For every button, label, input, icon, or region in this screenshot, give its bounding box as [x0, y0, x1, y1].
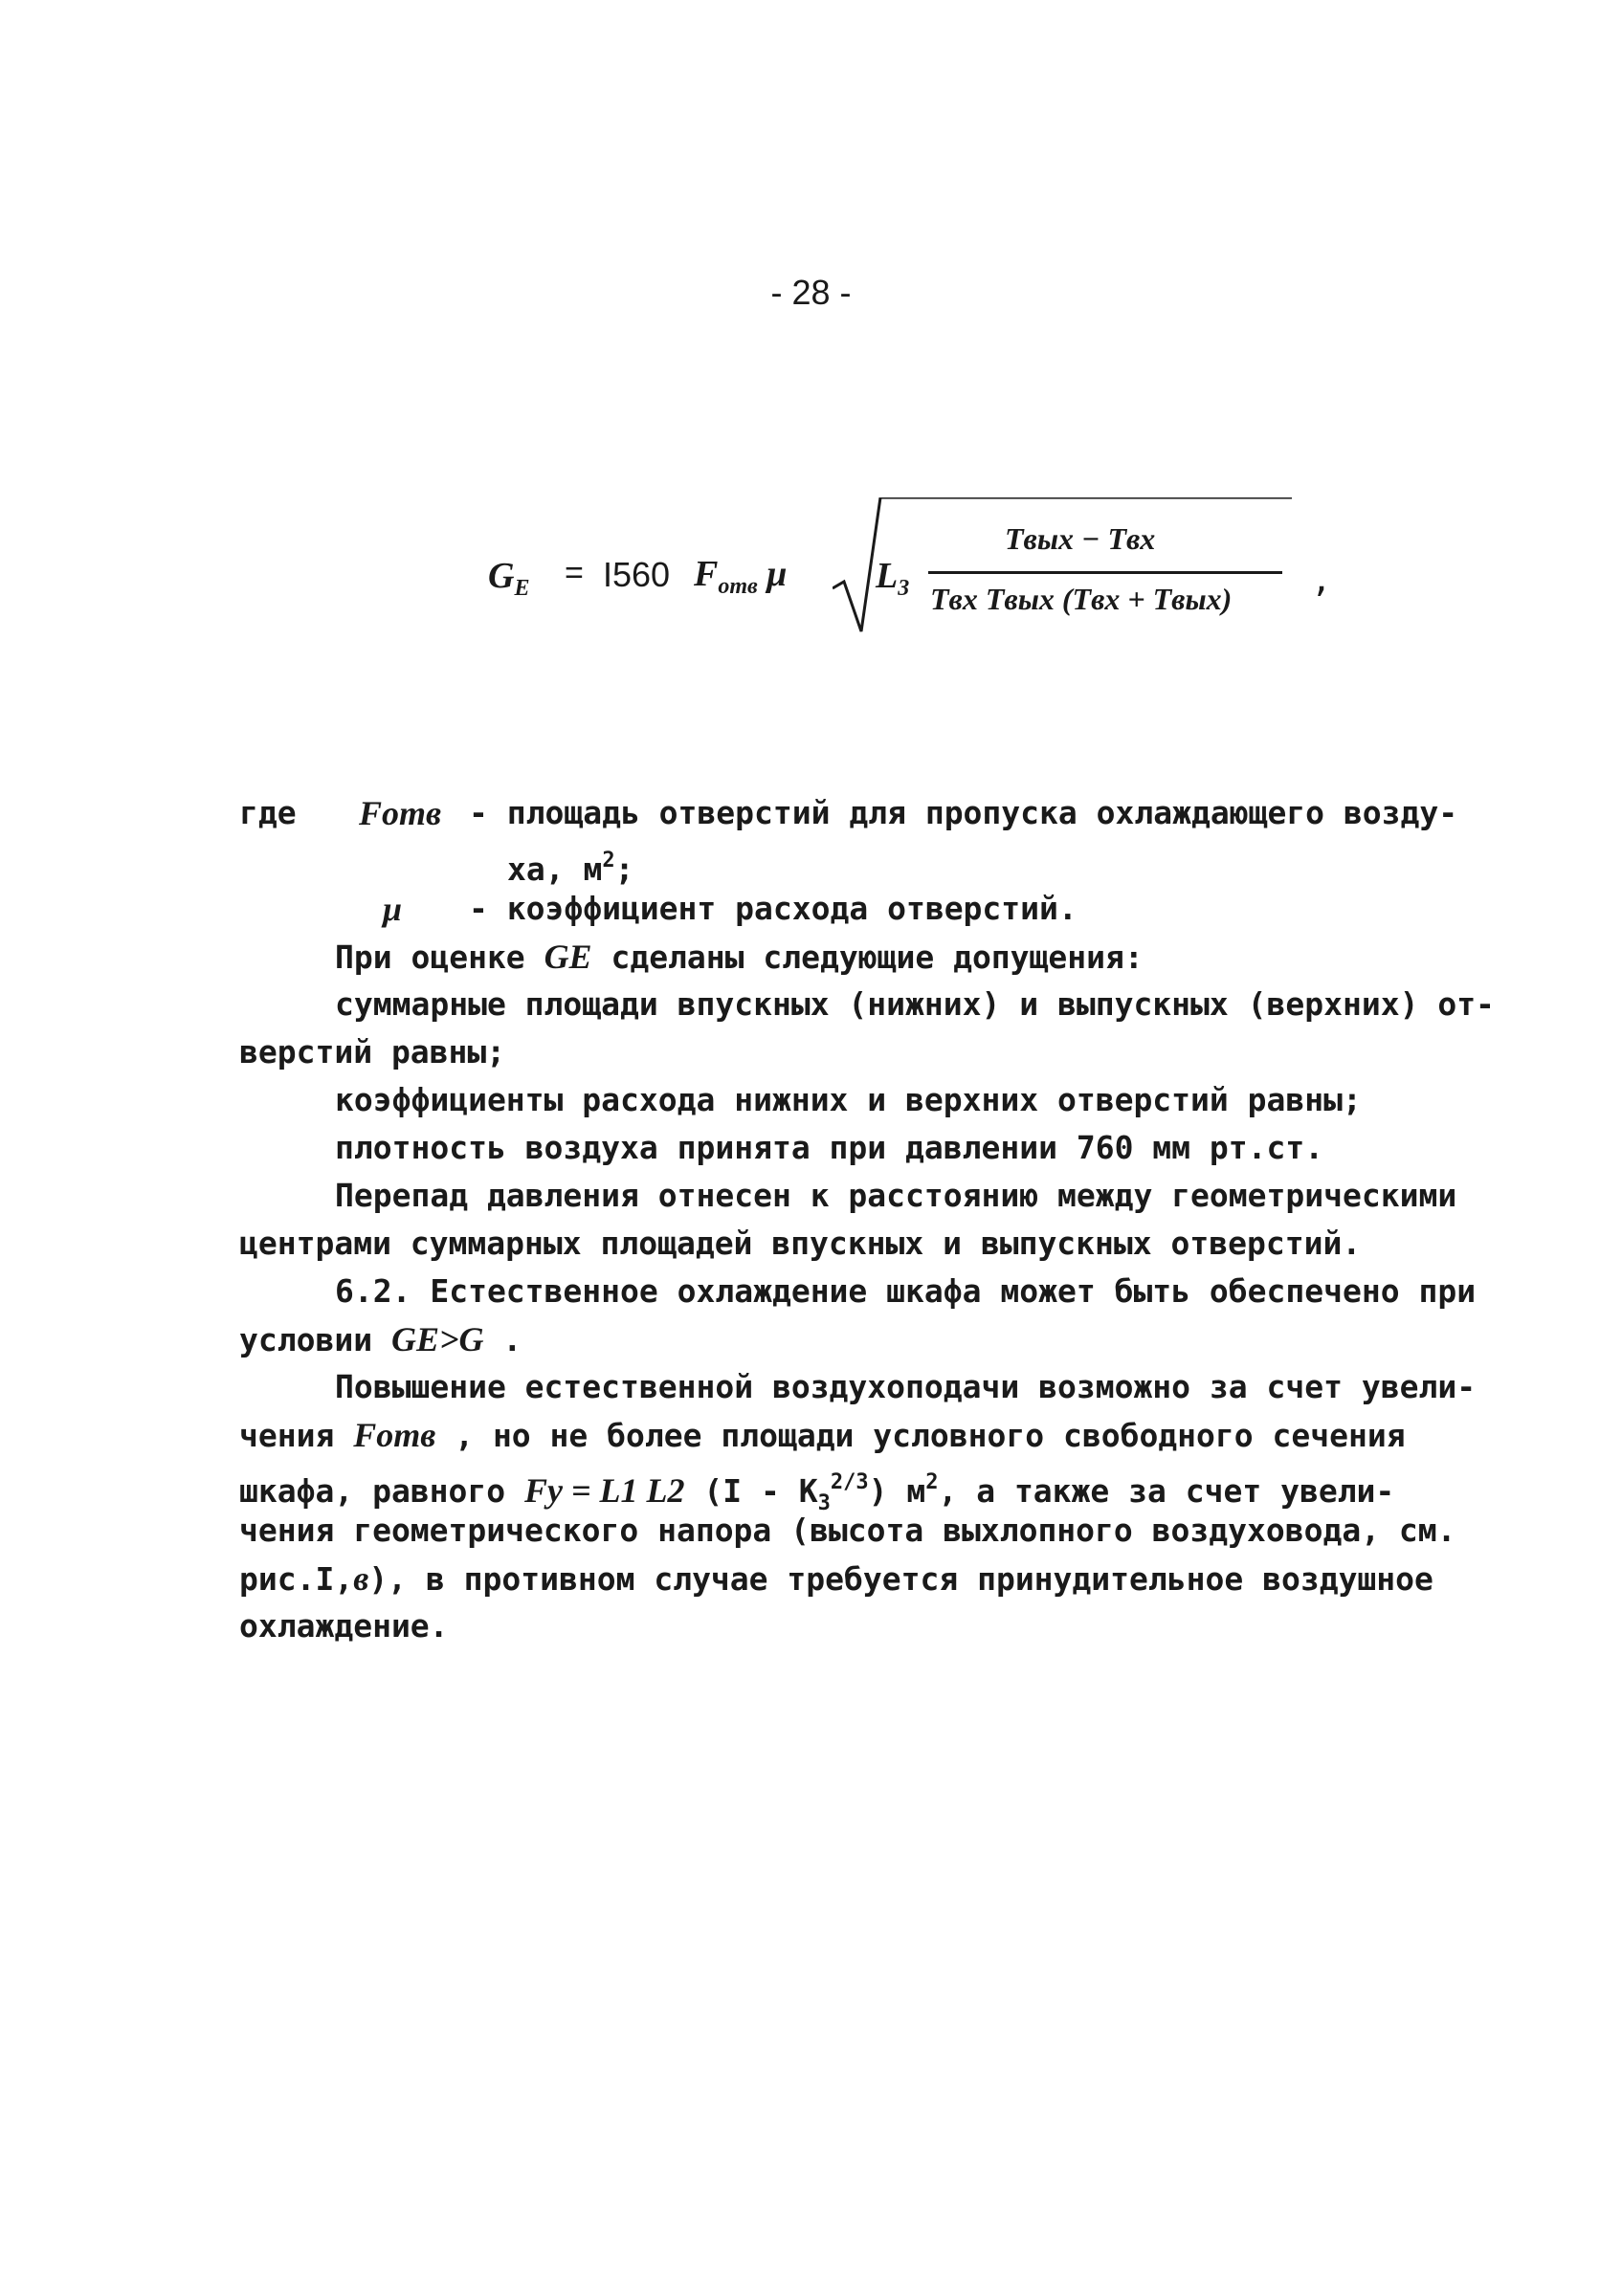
paragraph-line: верстий равны;: [239, 1033, 506, 1071]
text-span: , но не более площади условного свободного сечения: [455, 1417, 1406, 1454]
definition-text: - коэффициент расхода отверстий.: [469, 890, 1078, 927]
text-span: ) м: [868, 1472, 926, 1510]
text-span: чения: [239, 1417, 335, 1454]
formula-coefficient: I560: [603, 555, 671, 594]
page-number: - 28 -: [770, 273, 852, 312]
definition-row: [239, 789, 1512, 837]
text-span: ), в противном случае требуется принудительное воздушное: [368, 1560, 1433, 1598]
definition-text: - площадь отверстий для пропуска охлаждающего возду-: [469, 794, 1458, 831]
text-subscript: 3: [817, 1491, 831, 1515]
paragraph-line: Перепад давления отнесен к расстоянию между геометрическими: [335, 1177, 1457, 1214]
definition-symbol: μ: [383, 890, 403, 928]
paragraph-line: плотность воздуха принята при давлении 760 мм рт.ст.: [335, 1129, 1324, 1166]
paragraph-line: Повышение естественной воздухоподачи возможно за счет увели-: [335, 1368, 1477, 1405]
formula-l3-subscript: 3: [898, 576, 910, 601]
text-span: шкафа, равного: [239, 1472, 506, 1510]
where-label: где: [239, 794, 297, 831]
text-superscript: 2: [925, 1470, 939, 1494]
paragraph-line: [239, 1555, 1512, 1602]
inline-symbol: GE: [544, 938, 592, 976]
formula-mu: μ: [767, 554, 788, 594]
paragraph-line: чения геометрического напора (высота выхлопного воздуховода, см.: [239, 1512, 1456, 1549]
formula-l3-symbol: L: [876, 556, 899, 596]
inline-formula: Fy = L1 L2: [524, 1471, 685, 1510]
fraction-line: [928, 571, 1282, 574]
formula-lhs: [488, 555, 529, 602]
inline-condition: GE>G: [390, 1320, 484, 1358]
text-span: , а также за счет увели-: [938, 1472, 1395, 1510]
paragraph-line: центрами суммарных площадей впускных и выпускных отверстий.: [239, 1225, 1362, 1262]
text-span: условии: [239, 1321, 373, 1358]
formula-equals: =: [565, 555, 584, 591]
formula-factor-subscript: отв: [718, 574, 758, 599]
definition-symbol: Fотв: [359, 794, 442, 832]
text-span: .: [502, 1321, 522, 1358]
paragraph-line: суммарные площади впускных (нижних) и выпускных (верхних) от-: [335, 985, 1495, 1023]
definition-units: ха, м: [507, 850, 603, 888]
paragraph-line: [239, 933, 1512, 981]
formula-lhs-subscript: E: [514, 576, 530, 601]
paragraph-line: коэффициенты расхода нижних и верхних отверстий равны;: [335, 1081, 1362, 1118]
definition-row-continued: [239, 837, 1512, 888]
formula-lhs-symbol: G: [488, 556, 515, 596]
text-span: При оценке: [335, 938, 525, 976]
definition-row: [239, 885, 1512, 933]
formula-l3: [876, 555, 909, 602]
paragraph-line: [239, 1411, 1512, 1459]
formula-factor: [694, 553, 787, 600]
section-heading-line: 6.2. Естественное охлаждение шкафа может быть обеспечено при: [335, 1272, 1477, 1310]
text-span: (I - K: [703, 1472, 818, 1510]
body-text: [239, 789, 1512, 1650]
paragraph-line: охлаждение.: [239, 1607, 449, 1645]
inline-symbol: Fотв: [353, 1416, 436, 1454]
text-superscript: 2/3: [830, 1470, 869, 1494]
formula-factor-symbol: F: [694, 554, 719, 594]
paragraph-line: [239, 1315, 1512, 1363]
paragraph-line: [239, 1459, 1512, 1515]
formula-trailing-comma: ,: [1311, 561, 1332, 600]
formula-denominator: Tвх Tвых (Tвх + Tвых): [930, 582, 1233, 616]
definition-units-suffix: ;: [614, 850, 634, 888]
text-span: рис.I,: [239, 1560, 354, 1598]
text-span: сделаны следующие допущения:: [611, 938, 1144, 976]
definition-units-sup: 2: [602, 849, 615, 872]
formula-numerator: Tвых − Tвх: [1005, 521, 1156, 556]
figure-ref: в: [353, 1559, 369, 1598]
